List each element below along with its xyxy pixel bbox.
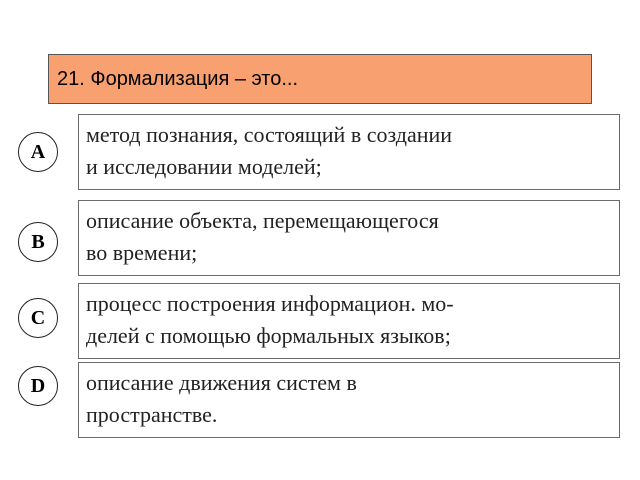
option-b-letter: B (31, 230, 45, 253)
option-a-marker[interactable] (18, 132, 58, 172)
option-b-box[interactable] (78, 200, 620, 276)
option-a-line-2: и исследовании моделей; (86, 154, 322, 179)
option-c-marker[interactable] (18, 298, 58, 338)
option-c-line-1: процесс построения информацион. мо- (86, 291, 454, 316)
question-banner (48, 54, 592, 104)
question-text: 21. Формализация – это... (57, 67, 299, 90)
option-d-box[interactable] (78, 362, 620, 438)
option-b-line-2: во времени; (86, 240, 198, 265)
option-c-line-2: делей с помощью формальных языков; (86, 323, 451, 348)
option-b-marker[interactable] (18, 222, 58, 262)
option-c-letter: C (30, 306, 46, 329)
option-a-box[interactable] (78, 114, 620, 190)
option-d-line-2: пространстве. (86, 402, 218, 427)
option-d-marker[interactable] (18, 366, 58, 406)
option-d-letter: D (30, 374, 46, 397)
option-c-box[interactable] (78, 283, 620, 359)
option-d-line-1: описание движения систем в (86, 370, 357, 395)
option-b-line-1: описание объекта, перемещающегося (86, 208, 439, 233)
option-a-line-1: метод познания, состоящий в создании (86, 122, 453, 147)
option-a-letter: A (30, 140, 46, 163)
